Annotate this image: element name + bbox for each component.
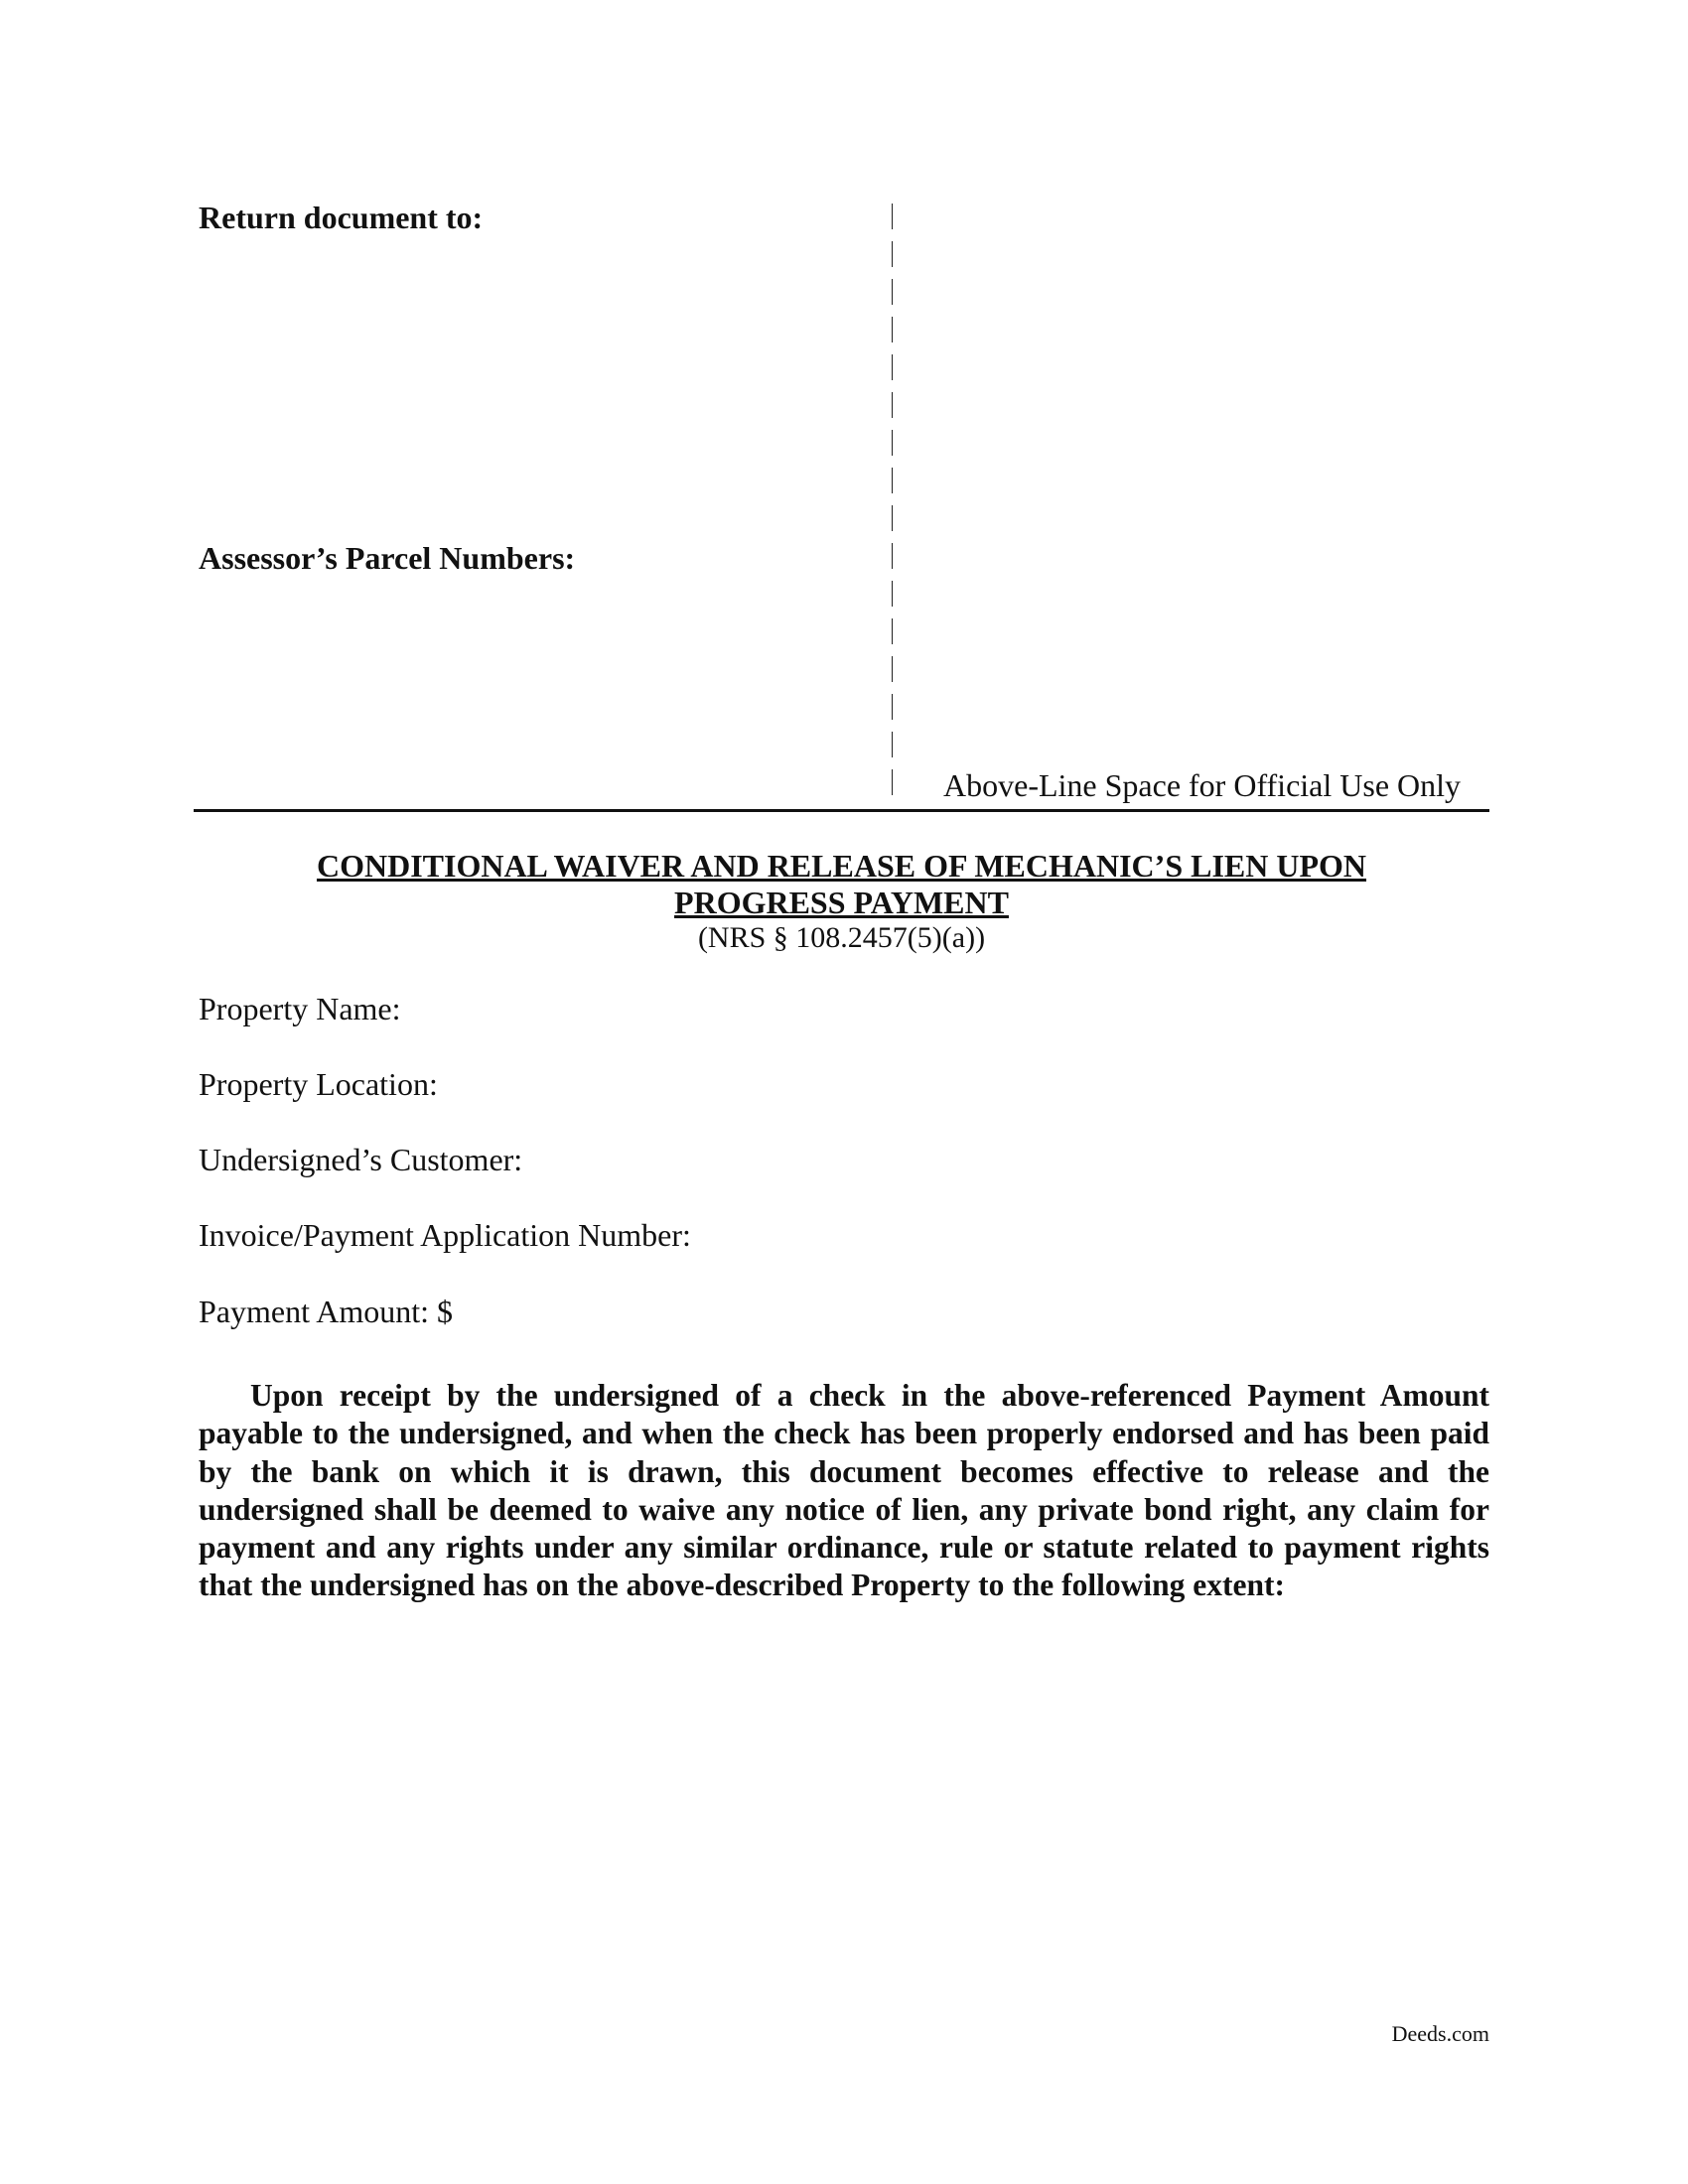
assessor-parcel-label: Assessor’s Parcel Numbers: — [199, 540, 576, 576]
official-use-label: Above-Line Space for Official Use Only — [943, 767, 1462, 803]
title-text-2: PROGRESS PAYMENT — [674, 885, 1009, 920]
invoice-number-label: Invoice/Payment Application Number: — [199, 1217, 691, 1253]
document-title-line-1 — [194, 847, 1489, 885]
release-paragraph: Upon receipt by the undersigned of a check in the above-referenced Payment Amount payable to the undersigned, and when the check has been properly endorsed and has been paid by the bank on which it is drawn, this document becomes effective to release and the undersigned shall be deemed to waive any notice of lien, any private bond right, any claim for payment and any rights under any similar ordinance, rule or statute related to payment rights that the undersigned has on the above-described Property to the following extent: — [199, 1378, 1489, 1603]
statute-reference: (NRS § 108.2457(5)(a)) — [697, 921, 986, 954]
recording-divider — [194, 809, 1489, 812]
undersigned-customer-label: Undersigned’s Customer: — [199, 1142, 523, 1177]
document-title-line-2 — [194, 884, 1489, 921]
return-document-label: Return document to: — [199, 200, 484, 235]
footer-brand: Deeds.com — [1391, 2021, 1489, 2046]
property-name-label: Property Name: — [199, 991, 401, 1026]
payment-amount-label: Payment Amount: $ — [199, 1294, 453, 1329]
property-location-label: Property Location: — [199, 1066, 438, 1102]
title-text-1: CONDITIONAL WAIVER AND RELEASE OF MECHANIC’S LIEN UPON — [316, 848, 1367, 884]
